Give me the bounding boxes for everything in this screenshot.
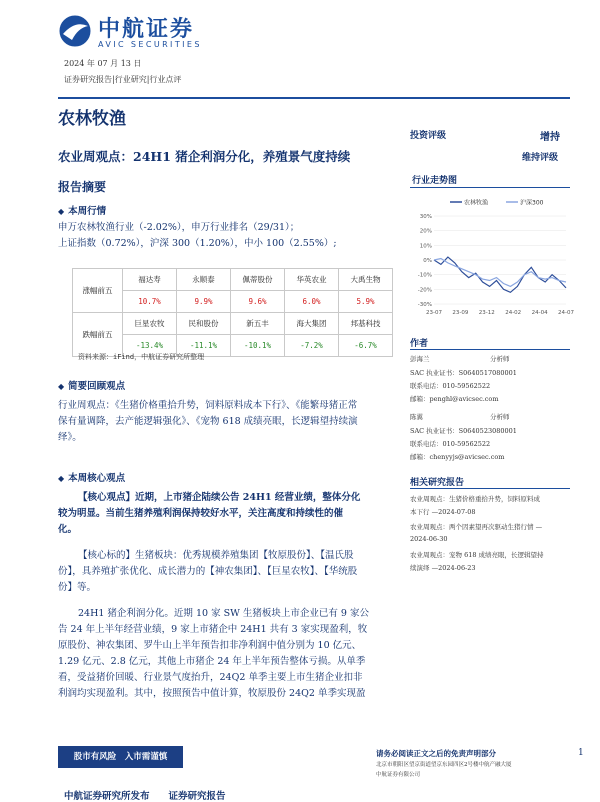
author1-name: 彭海兰 xyxy=(410,355,430,363)
company-address: 北京市朝阳区望京街道望京东园四区2号楼中航产融大厦 xyxy=(376,762,512,768)
profit-line: 原股份、神农集团、罗牛山上半年预告扣非净利润中值分别为 10 亿元、 xyxy=(58,640,362,651)
company-logo xyxy=(58,12,208,52)
related-report-2-date: 2024-06-30 xyxy=(410,535,448,543)
up-value-cell: 6.0% xyxy=(285,291,339,313)
down-value-cell: -13.4% xyxy=(123,335,177,357)
diamond-bullet-icon: ◆ xyxy=(58,206,65,216)
top-movers-table xyxy=(72,268,393,357)
related-divider xyxy=(410,488,570,489)
y-tick-label: 20% xyxy=(419,228,432,235)
profit-line: 告 24 年上半年经营业绩，9 家上市猪企中 24H1 共有 3 家实现盈利，牧 xyxy=(58,624,368,635)
related-report-2[interactable]: 农业周观点：两个因素望再次驱动生猪行情 — xyxy=(410,523,543,531)
down-label: 跌幅前五 xyxy=(73,313,123,357)
down-value-cell: -11.1% xyxy=(177,335,231,357)
profit-line: 看，受益猪价回暖、行业景气度抬升，24Q2 单季主要上市生猪企业扣非 xyxy=(58,672,363,683)
up-value-cell: 9.6% xyxy=(231,291,285,313)
legend-label-a: 农林牧渔 xyxy=(464,199,489,207)
review-line: 行业周观点：《生猪价格重拾升势，饲料原料成本下行》、《能繁母猪正常 xyxy=(58,400,358,411)
related-report-3-date: 续演绎 —2024-06-23 xyxy=(410,564,476,572)
core-targets-paragraph xyxy=(58,548,398,596)
related-label: 相关研究报告 xyxy=(410,478,465,488)
down-name-cell: 邦基科技 xyxy=(339,313,393,335)
weekly-market-heading xyxy=(58,203,106,217)
report-headline: 农业周观点：24H1 猪企利润分化，养殖景气度持续 xyxy=(58,149,351,164)
weekly-market-heading-text: 本周行情 xyxy=(68,206,107,217)
weekly-market-text xyxy=(58,220,418,252)
down-value-cell: -6.7% xyxy=(339,335,393,357)
up-value-cell: 9.9% xyxy=(177,291,231,313)
author1-phone: 联系电话：010-59562522 xyxy=(410,382,491,390)
rating-sub: 维持评级 xyxy=(522,153,559,163)
down-value-cell: -10.1% xyxy=(231,335,285,357)
author2-cert: SAC 执业证书：S0640523080001 xyxy=(410,427,517,435)
table-row xyxy=(73,313,393,335)
industry-trend-chart xyxy=(410,192,574,322)
down-value-cell: -7.2% xyxy=(285,335,339,357)
review-text xyxy=(58,398,398,446)
page-number: 1 xyxy=(578,748,584,758)
related-report-3[interactable]: 农业周观点：宠物 618 成绩亮眼，长逻辑望持 xyxy=(410,551,544,559)
author2-email[interactable]: 邮箱：chenyyjs@avicsec.com xyxy=(410,453,505,461)
table-source-note: 资料来源：iFind，中航证券研究所整理 xyxy=(78,353,205,361)
x-tick-label: 24-02 xyxy=(505,310,522,316)
header-divider xyxy=(58,97,570,99)
y-tick-label: 10% xyxy=(419,243,432,250)
weekly-line: 申万农林牧渔行业（-2.02%），申万行业排名（29/31）； xyxy=(58,222,300,233)
up-name-cell: 大禹生物 xyxy=(339,269,393,291)
logo-chinese-text: 中航证券 xyxy=(98,17,195,42)
author1-email[interactable]: 邮箱：penghl@avicsec.com xyxy=(410,395,499,403)
avic-logo-icon xyxy=(58,14,92,48)
profit-paragraph xyxy=(58,606,398,702)
core-view-heading-text: 本周核心观点 xyxy=(68,473,126,484)
core-line-bold: 较为明显。当前生猪养殖利润保持较好水平，关注高度和持续性的催 xyxy=(58,508,344,519)
x-tick-label: 24-07 xyxy=(558,310,574,316)
author-divider xyxy=(410,349,570,350)
x-tick-label: 23-12 xyxy=(478,310,495,316)
risk-warning-banner: 股市有风险 入市需谨慎 xyxy=(58,746,183,768)
up-name-cell: 华英农业 xyxy=(285,269,339,291)
logo-english-text: AVIC SECURITIES xyxy=(98,40,202,49)
profit-line: 24H1 猪企利润分化。近期 10 家 SW 生猪板块上市企业已有 9 家公 xyxy=(78,608,369,619)
down-name-cell: 新五丰 xyxy=(231,313,285,335)
related-report-1-date: 本下行 —2024-07-08 xyxy=(410,508,476,516)
y-tick-label: -30% xyxy=(417,302,432,308)
author2-name: 陈翼 xyxy=(410,413,423,421)
sector-title: 农林牧渔 xyxy=(58,109,126,129)
report-date: 2024 年 07 月 13 日 xyxy=(64,59,142,68)
targets-line: 份】，具养殖扩张优化、成长潜力的【神农集团】、【巨星农牧】、【华统股 xyxy=(58,566,358,577)
review-heading xyxy=(58,378,125,392)
author-label: 作者 xyxy=(410,339,429,349)
review-line: 绎》。 xyxy=(58,432,82,443)
report-header xyxy=(0,0,600,100)
rating-value: 增持 xyxy=(540,132,560,143)
up-value-cell: 5.9% xyxy=(339,291,393,313)
abstract-heading: 报告摘要 xyxy=(58,180,107,194)
targets-line: 【核心标的】生猪板块：优秀规模养殖集团【牧原股份】、【温氏股 xyxy=(78,550,354,561)
y-tick-label: -10% xyxy=(417,272,432,279)
report-category: 证券研究报告|行业研究|行业点评 xyxy=(64,75,182,84)
up-name-cell: 福达寿 xyxy=(123,269,177,291)
company-name-footer: 中航证券有限公司 xyxy=(376,772,421,778)
down-name-cell: 民和股份 xyxy=(177,313,231,335)
core-line xyxy=(58,522,398,538)
y-tick-label: -20% xyxy=(417,287,432,294)
profit-line: 1.29 亿元、2.8 亿元，其他上市猪企 24 年上半年预告整体亏损。从单季 xyxy=(58,656,366,667)
author1-role: 分析师 xyxy=(490,355,510,363)
author1-cert: SAC 执业证书：S0640517080001 xyxy=(410,369,517,377)
targets-line: 份】等。 xyxy=(58,582,97,593)
x-tick-label: 23-07 xyxy=(426,310,442,316)
core-line-bold: 【核心观点】近期，上市猪企陆续公告 24H1 经营业绩，整体分化 xyxy=(78,492,361,503)
review-heading-text: 简要回顾观点 xyxy=(68,381,126,392)
profit-line: 利润均实现盈利。其中，按照预告中值计算，牧原股份 24Q2 单季实现盈 xyxy=(58,688,366,699)
table-row xyxy=(73,269,393,291)
disclaimer-note: 请务必阅读正文之后的免责声明部分 xyxy=(376,749,496,758)
rating-label: 投资评级 xyxy=(410,131,447,141)
up-label: 涨幅前五 xyxy=(73,269,123,313)
review-line: 保有量调降，去产能逻辑强化》、《宠物 618 成绩亮眼，长逻辑望持续演 xyxy=(58,416,358,427)
down-name-cell: 海大集团 xyxy=(285,313,339,335)
core-line xyxy=(58,490,398,506)
core-view-paragraph xyxy=(58,490,398,538)
legend-label-b: 沪深300 xyxy=(520,199,544,207)
up-name-cell: 永顺泰 xyxy=(177,269,231,291)
publisher-line: 中航证券研究所发布 证券研究报告 xyxy=(64,791,226,802)
author2-role: 分析师 xyxy=(490,413,510,421)
down-name-cell: 巨星农牧 xyxy=(123,313,177,335)
weekly-line: 上证指数（0.72%），沪深 300（1.20%），中小 100（2.55%）; xyxy=(58,238,337,249)
y-tick-label: 0% xyxy=(423,258,432,264)
y-tick-label: 30% xyxy=(419,214,432,220)
core-view-heading xyxy=(58,470,125,484)
trend-divider xyxy=(410,187,570,188)
core-line-bold: 化。 xyxy=(58,524,78,535)
trend-label: 行业走势图 xyxy=(412,176,458,186)
x-tick-label: 24-04 xyxy=(531,310,548,316)
related-report-1[interactable]: 农业周观点：生猪价格重拾升势，饲料原料成 xyxy=(410,495,540,503)
core-line xyxy=(58,506,398,522)
diamond-bullet-icon: ◆ xyxy=(58,381,65,391)
diamond-bullet-icon: ◆ xyxy=(58,473,65,483)
up-value-cell: 10.7% xyxy=(123,291,177,313)
up-name-cell: 佩蒂股份 xyxy=(231,269,285,291)
author2-phone: 联系电话：010-59562522 xyxy=(410,440,491,448)
x-tick-label: 23-09 xyxy=(452,310,469,316)
